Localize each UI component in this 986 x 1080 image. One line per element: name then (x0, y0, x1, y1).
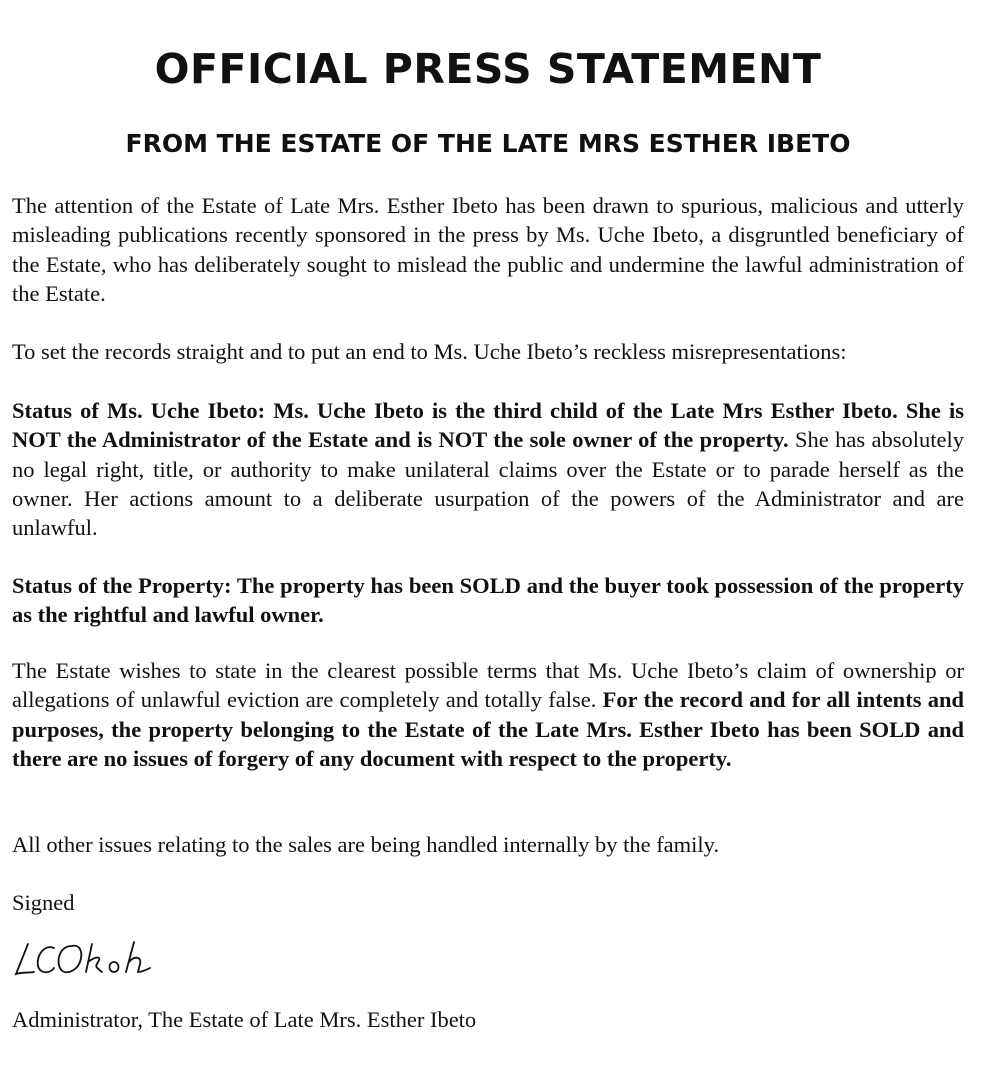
signatory-title: Administrator, The Estate of Late Mrs. Esther Ibeto (12, 1007, 477, 1032)
estate-statement-bold: For the record and for all intents and purposes, the property belonging to the Estate of the Late Mrs. Esther Ibeto has been SOLD and there are no issues of forgery of any document with respect to the property. (12, 687, 964, 771)
page-title: OFFICIAL PRESS STATEMENT (154, 45, 822, 93)
status-person-paragraph (12, 396, 964, 542)
handwritten-signature (10, 936, 170, 984)
estate-statement-paragraph (12, 656, 964, 773)
status-person-bold: Status of Ms. Uche Ibeto: Ms. Uche Ibeto is the third child of the Late Mrs Esther Ibeto. She is NOT the Administrator of the Estate and is NOT the sole owner of the property. (12, 398, 964, 453)
records-paragraph: To set the records straight and to put an end to Ms. Uche Ibeto’s reckless misrepresentations: (12, 339, 847, 364)
status-person-rest: She has absolutely no legal right, title, or authority to make unilateral claims over the Estate or to parade herself as the owner. Her actions amount to a deliberate usurpation of the powers of the Administrator and are unlawful. (12, 427, 964, 541)
other-issues-paragraph: All other issues relating to the sales are being handled internally by the family. (12, 832, 720, 857)
status-property-paragraph: Status of the Property: The property has been SOLD and the buyer took possession of the property as the rightful and lawful owner. (12, 573, 964, 628)
intro-paragraph: The attention of the Estate of Late Mrs. Esther Ibeto has been drawn to spurious, malicious and utterly misleading publications recently sponsored in the press by Ms. Uche Ibeto, a disgruntled beneficiary of the Estate, who has deliberately sought to mislead the public and undermine the lawful administration of the Estate. (12, 193, 964, 306)
page-subtitle: FROM THE ESTATE OF THE LATE MRS ESTHER IBETO (125, 129, 851, 158)
signed-label: Signed (12, 890, 75, 915)
estate-statement-plain: The Estate wishes to state in the clearest possible terms that Ms. Uche Ibeto’s claim of ownership or allegations of unlawful eviction are completely and totally false. (12, 658, 964, 713)
